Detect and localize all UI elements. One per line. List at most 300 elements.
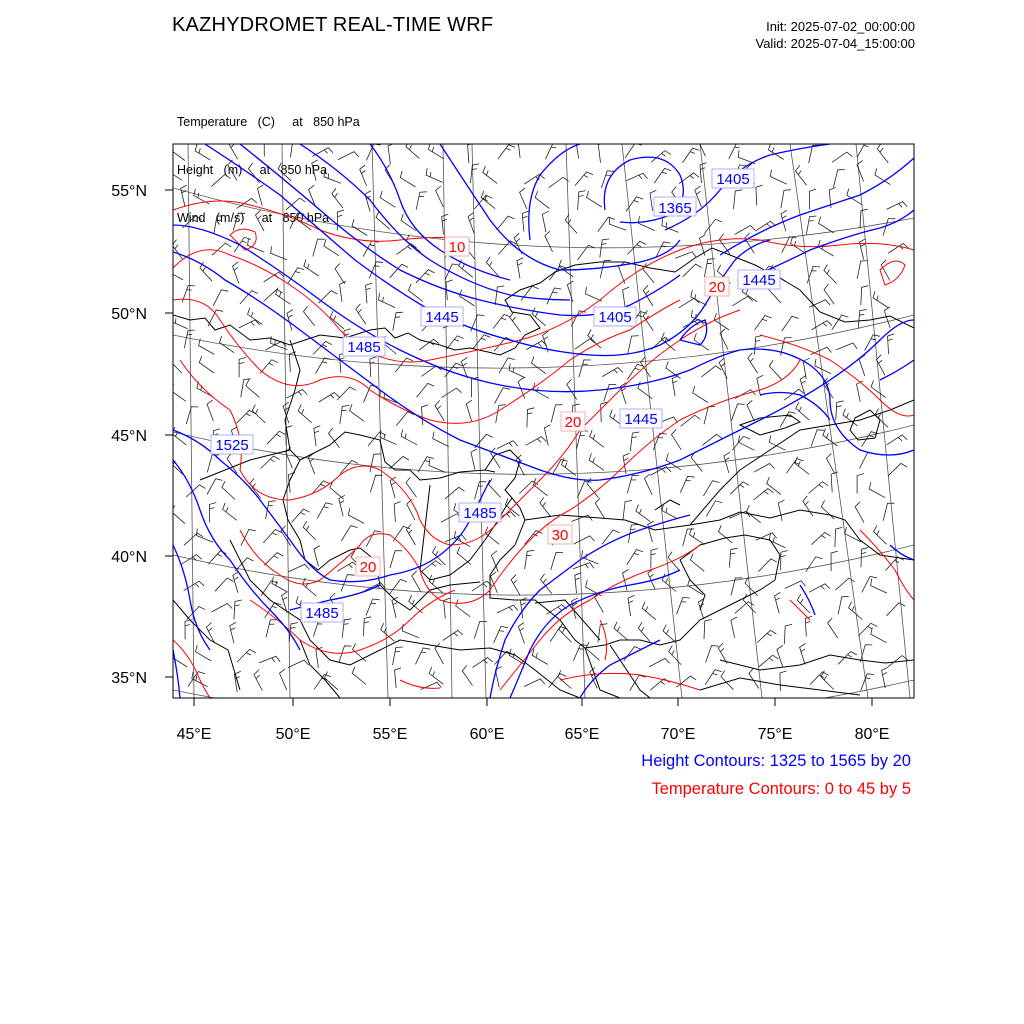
wind-barb — [339, 646, 352, 663]
wind-barb — [887, 435, 907, 445]
wind-barb — [636, 505, 651, 522]
wind-barb — [471, 164, 480, 183]
wind-barb — [873, 291, 888, 307]
wind-barb — [729, 548, 737, 567]
wind-barb — [811, 533, 830, 545]
wind-barb — [215, 578, 233, 591]
wind-barb — [888, 463, 907, 476]
init-time: Init: 2025-07-02_00:00:00 — [766, 19, 915, 34]
wind-barb — [549, 177, 569, 188]
wind-barb — [782, 316, 799, 331]
wind-barb — [339, 495, 345, 516]
wind-barb — [207, 479, 223, 495]
wind-barb — [330, 481, 344, 499]
wind-barb — [316, 358, 332, 374]
wind-barb — [352, 219, 367, 235]
wind-barb — [598, 142, 605, 163]
wind-barb — [693, 386, 708, 402]
wind-barb — [526, 437, 547, 446]
wind-barb — [237, 410, 256, 423]
wind-barb — [860, 239, 866, 260]
wind-barb — [749, 668, 759, 688]
wind-barb — [186, 407, 198, 424]
wind-barb — [545, 231, 553, 252]
wind-barb — [525, 550, 535, 569]
wind-barb — [800, 644, 806, 665]
wind-barb — [598, 217, 615, 232]
wind-barb — [861, 674, 874, 691]
wind-barb — [705, 670, 722, 685]
wind-barb — [402, 624, 419, 638]
wind-barb — [211, 175, 230, 187]
wind-barb — [524, 679, 545, 687]
wind-barb — [735, 602, 754, 614]
wind-barb — [233, 213, 245, 230]
wind-barb — [489, 478, 501, 497]
wind-barb — [780, 671, 787, 691]
wind-barb — [518, 137, 525, 158]
wind-barb — [704, 620, 712, 640]
wind-barb — [680, 476, 694, 492]
wind-barb — [433, 432, 449, 447]
wind-barb — [304, 260, 319, 277]
wind-barb — [298, 405, 312, 423]
wind-barb — [732, 296, 753, 306]
wind-barb — [754, 316, 771, 331]
wind-barb — [396, 412, 414, 426]
wind-barb — [577, 481, 591, 498]
wind-barb — [638, 622, 650, 641]
wind-barb — [524, 174, 544, 184]
wind-barb — [181, 185, 187, 206]
wind-barb — [498, 241, 516, 255]
wind-barb — [586, 287, 603, 301]
wind-barb — [575, 339, 595, 349]
wind-barb — [857, 474, 864, 494]
wind-barb — [882, 667, 888, 688]
wind-barb — [532, 357, 546, 374]
wind-barb — [785, 581, 806, 589]
wind-barb — [838, 596, 849, 614]
wind-barb — [429, 459, 446, 473]
wind-barb — [821, 671, 834, 690]
wind-barb — [220, 336, 235, 353]
wind-barb — [237, 649, 256, 662]
wind-barb — [370, 357, 377, 377]
wind-barb — [532, 649, 548, 665]
wind-barb — [499, 358, 515, 374]
wind-barb — [234, 600, 242, 619]
wind-barb — [379, 293, 395, 308]
wind-barb — [720, 329, 728, 350]
wind-barb — [468, 212, 474, 233]
wind-barb — [758, 559, 777, 572]
wind-barb — [212, 243, 231, 255]
wind-barb — [642, 602, 656, 620]
wind-barb — [575, 573, 582, 594]
wind-barb — [769, 143, 784, 159]
wind-barb — [745, 577, 758, 596]
wind-barb — [494, 627, 508, 643]
temperature-label: 30 — [551, 527, 569, 544]
wind-barb — [767, 477, 781, 495]
wind-barb — [337, 387, 356, 400]
wind-barb — [421, 561, 441, 572]
wind-barb — [784, 624, 792, 644]
wind-barb — [256, 210, 265, 231]
temperature-label: 20 — [564, 414, 582, 431]
wind-barb — [400, 171, 415, 187]
wind-barb — [261, 456, 280, 469]
wind-barb — [481, 191, 495, 209]
wind-barb — [340, 405, 350, 424]
wind-barb — [609, 217, 626, 230]
wind-barb — [366, 144, 380, 160]
wind-barb — [474, 621, 487, 638]
lon-label-60e: 60°E — [469, 726, 505, 743]
wind-barb — [845, 527, 861, 542]
wind-barb — [366, 283, 373, 303]
lon-label-50e: 50°E — [275, 726, 311, 743]
wind-barb — [857, 161, 864, 182]
map-title: KAZHYDROMET REAL-TIME WRF — [172, 14, 494, 36]
wind-barb — [747, 400, 754, 421]
wind-barb — [390, 264, 408, 277]
wind-barb — [628, 595, 634, 616]
wind-barb — [738, 150, 755, 164]
wind-barb — [672, 376, 678, 397]
wind-barb — [342, 619, 351, 638]
wind-barb — [835, 527, 842, 547]
wind-barb — [497, 441, 518, 449]
wind-barb — [734, 190, 743, 209]
height-label: 1405 — [716, 171, 750, 188]
wind-barb — [264, 553, 283, 566]
wind-barb — [241, 530, 256, 546]
wind-barb — [714, 313, 729, 330]
wind-barb — [207, 400, 213, 421]
wind-barb — [222, 481, 235, 499]
temperature-label: 20 — [359, 559, 377, 576]
wind-barb — [877, 143, 888, 163]
wind-barb — [517, 258, 523, 279]
wind-barb — [831, 551, 838, 571]
map-frame — [173, 144, 914, 698]
wind-barb — [435, 401, 444, 422]
wind-barb — [587, 478, 599, 498]
wind-barb — [754, 489, 774, 500]
wind-barb — [341, 526, 357, 541]
field-height: Height (m) at 850 hPa — [177, 163, 328, 177]
wind-barb — [304, 306, 315, 326]
wind-barb — [497, 605, 518, 613]
wind-barb — [473, 335, 491, 349]
wind-barb — [341, 575, 354, 592]
wind-barb — [869, 482, 885, 498]
wind-barb — [858, 623, 877, 636]
wind-barb — [260, 360, 278, 374]
wind-barb — [350, 404, 365, 421]
wind-barb — [380, 430, 396, 444]
wind-barb — [533, 478, 547, 496]
wind-barb — [858, 310, 867, 329]
wind-barb — [579, 360, 591, 377]
wind-barb — [601, 402, 608, 422]
wind-barb — [290, 139, 300, 158]
wind-barb — [729, 143, 744, 159]
wind-barb — [542, 211, 548, 232]
wind-barb — [393, 647, 403, 665]
wind-barb — [233, 262, 239, 283]
wind-barb — [239, 357, 246, 377]
wind-barb — [623, 501, 632, 520]
wind-barb — [474, 195, 492, 209]
wind-barb — [704, 219, 721, 233]
wind-barb — [416, 270, 435, 283]
lon-label-55e: 55°E — [372, 726, 408, 743]
wind-barb — [170, 456, 183, 474]
wind-barb — [390, 579, 407, 593]
wind-barb — [759, 655, 779, 667]
lat-label-50n: 50°N — [111, 306, 147, 323]
lon-label-65e: 65°E — [564, 726, 600, 743]
wind-barb — [185, 620, 192, 640]
wind-barb — [212, 604, 233, 613]
wind-barb — [395, 668, 402, 688]
wind-barb — [483, 166, 497, 183]
wind-barb — [250, 478, 261, 498]
wind-barb — [443, 630, 463, 640]
wind-barb — [628, 336, 639, 354]
wind-barb — [540, 497, 551, 517]
wind-barb — [625, 143, 642, 158]
axis-ticks — [165, 190, 872, 706]
wind-barb — [810, 672, 829, 685]
wind-barb — [429, 667, 443, 684]
wind-barb — [757, 375, 763, 396]
wind-barb — [748, 353, 758, 373]
wind-barb — [806, 216, 816, 234]
wind-barb — [281, 526, 291, 546]
wind-barb — [698, 598, 704, 619]
temperature-legend: Temperature Contours: 0 to 45 by 5 — [651, 780, 911, 798]
wind-barb — [648, 521, 654, 542]
wind-barb — [187, 607, 206, 620]
wind-barb — [836, 343, 857, 350]
wind-barb — [691, 452, 702, 472]
wind-barb — [800, 376, 806, 397]
wind-barb — [397, 244, 417, 255]
wind-barb — [796, 165, 807, 185]
wind-barb — [353, 643, 367, 661]
wind-barb — [348, 508, 364, 523]
wind-barb — [620, 383, 626, 404]
wind-barb — [623, 287, 630, 308]
wind-barb — [651, 549, 658, 569]
wind-barb — [775, 592, 781, 613]
lon-label-70e: 70°E — [660, 726, 696, 743]
wind-barb — [690, 554, 704, 572]
wind-barb — [406, 140, 420, 158]
wind-barb — [578, 191, 586, 210]
wind-barb — [731, 404, 744, 421]
wind-barb — [731, 617, 737, 638]
wind-barb — [681, 415, 701, 426]
wind-barb — [314, 546, 320, 567]
wind-barb — [406, 524, 415, 545]
wind-barb — [824, 284, 834, 304]
lat-label-40n: 40°N — [111, 549, 147, 566]
wind-barb — [587, 191, 602, 207]
wind-barb — [278, 163, 291, 182]
wind-barb — [843, 409, 858, 426]
wind-barb — [535, 191, 549, 208]
height-label: 1525 — [215, 437, 249, 454]
wind-barb — [595, 498, 604, 518]
wind-barb — [445, 487, 465, 499]
wind-barb — [781, 190, 791, 209]
wind-barb — [565, 214, 577, 233]
wind-barb — [887, 202, 908, 210]
lat-label-45n: 45°N — [111, 428, 147, 445]
wind-barb — [567, 379, 577, 399]
wind-barb — [757, 630, 776, 642]
wind-barb — [199, 339, 215, 355]
wind-barb — [252, 405, 265, 423]
temperature-label: 10 — [448, 239, 466, 256]
wind-barb — [755, 336, 763, 355]
wind-barb — [230, 622, 236, 643]
wind-barb — [172, 505, 186, 523]
wind-barb — [498, 145, 515, 160]
wind-barb — [254, 670, 262, 691]
wind-barb — [258, 185, 264, 206]
wind-barb — [683, 264, 702, 277]
wind-barb — [518, 623, 524, 644]
wind-barb — [223, 503, 237, 521]
wind-barb — [416, 648, 431, 664]
wind-barb — [769, 360, 781, 379]
wind-barb — [861, 286, 869, 306]
wind-barb — [777, 646, 783, 667]
wind-barb — [457, 547, 471, 565]
wind-barb — [811, 430, 824, 447]
wind-barb — [352, 667, 366, 685]
wind-barb — [338, 152, 359, 160]
wind-barb — [541, 574, 552, 594]
wind-barb — [233, 572, 239, 593]
wind-barb — [210, 503, 217, 523]
wind-barb — [186, 485, 205, 497]
wind-barb — [562, 458, 576, 475]
wind-barb — [510, 312, 521, 332]
wind-barb — [769, 533, 785, 548]
lat-label-35n: 35°N — [111, 670, 147, 687]
wind-barb — [770, 170, 786, 185]
wind-barb — [259, 656, 280, 663]
wind-barb — [240, 291, 258, 304]
wind-barbs — [167, 135, 908, 692]
wind-barb — [390, 551, 402, 568]
lon-label-80e: 80°E — [854, 726, 890, 743]
wind-barb — [786, 459, 803, 474]
wind-barb — [855, 502, 864, 523]
height-label: 1445 — [742, 272, 776, 289]
wind-barb — [735, 226, 756, 235]
wind-barb — [289, 564, 310, 572]
wind-barb — [600, 260, 611, 278]
height-label: 1485 — [305, 605, 339, 622]
wind-barb — [376, 211, 390, 229]
wind-barb — [551, 553, 563, 570]
wind-barb — [871, 380, 886, 397]
wind-barb — [871, 579, 887, 593]
wind-barb — [719, 525, 733, 543]
wind-barb — [394, 502, 401, 522]
wind-barb — [287, 390, 308, 399]
wind-barb — [600, 239, 610, 258]
wind-barb — [418, 457, 434, 473]
wind-barb — [312, 160, 318, 181]
wind-barb — [719, 358, 727, 379]
wind-barb — [290, 213, 305, 229]
wind-barb — [213, 290, 228, 306]
wind-barb — [390, 456, 409, 468]
wind-barb — [724, 452, 730, 473]
wind-barb — [675, 252, 696, 258]
wind-barb — [246, 380, 260, 398]
wind-barb — [471, 449, 477, 470]
wind-barb — [267, 431, 286, 444]
wind-barb — [819, 217, 834, 233]
wind-barb — [340, 281, 346, 302]
wind-barb — [669, 646, 681, 665]
wind-barb — [442, 214, 449, 234]
wind-barb — [520, 598, 527, 619]
wind-barb — [288, 268, 304, 283]
wind-barb — [756, 185, 763, 205]
wind-barb — [288, 660, 309, 668]
wind-barb — [495, 286, 504, 305]
lat-label-55n: 55°N — [111, 183, 147, 200]
wind-barb — [797, 594, 810, 613]
wind-barb — [509, 363, 525, 378]
wind-barb — [380, 191, 395, 207]
wind-barb — [682, 148, 699, 163]
wind-barb — [264, 272, 284, 282]
wind-barb — [796, 402, 810, 420]
wind-barb — [532, 308, 546, 326]
wind-barb — [475, 434, 493, 448]
wind-barb — [630, 432, 639, 451]
wind-barb — [589, 453, 604, 470]
height-legend: Height Contours: 1325 to 1565 by 20 — [641, 752, 911, 770]
wind-barb — [370, 475, 382, 492]
wind-barb — [627, 364, 644, 379]
wind-barb — [862, 576, 877, 592]
field-temperature: Temperature (C) at 850 hPa — [177, 115, 360, 129]
wind-barb — [809, 189, 816, 209]
wind-barb — [271, 246, 288, 260]
wind-barb — [887, 603, 906, 616]
wind-barb — [704, 407, 715, 425]
wind-barb — [416, 192, 427, 210]
wind-barb — [590, 430, 604, 447]
wind-barb — [690, 528, 705, 545]
wind-barb — [356, 304, 366, 324]
wind-barb — [547, 288, 562, 304]
wind-barb — [319, 393, 339, 403]
